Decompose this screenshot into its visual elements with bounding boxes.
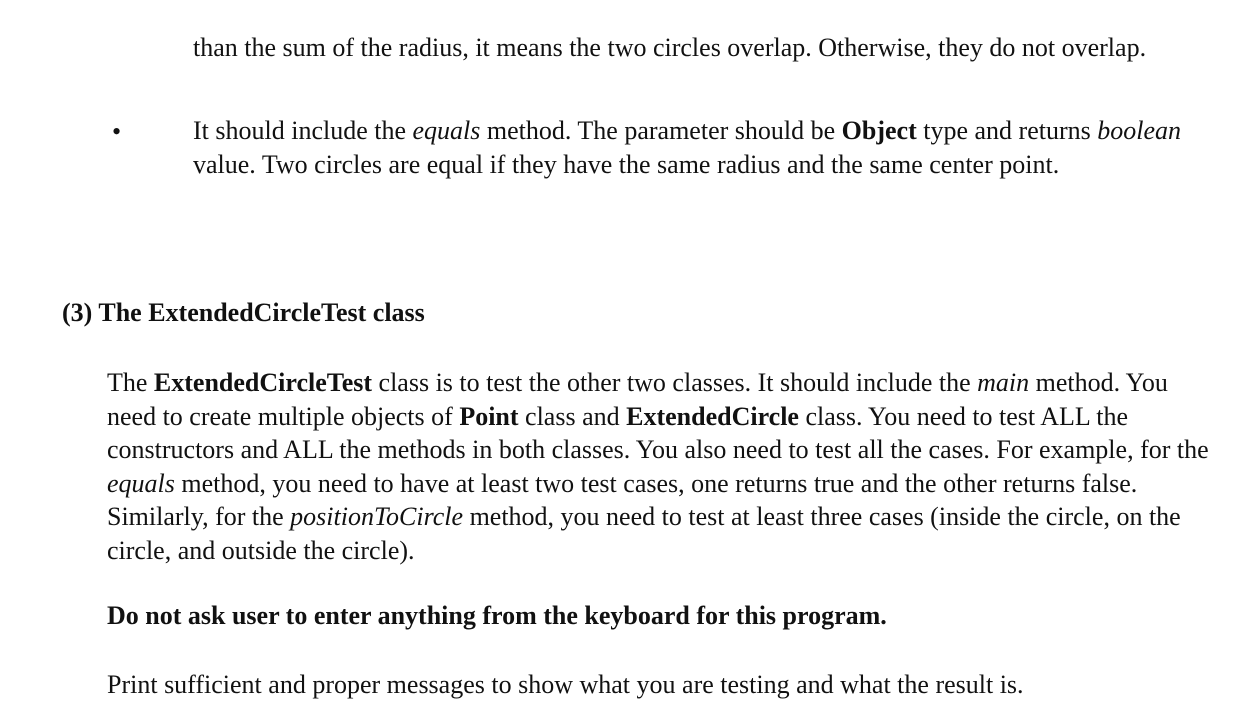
section-body-paragraph xyxy=(107,366,1217,567)
text-run: class is to test the other two classes. It should include the xyxy=(372,368,978,397)
text-run: It should include the xyxy=(193,116,413,145)
text-run: class and xyxy=(518,401,627,431)
section-heading: (3) The ExtendedCircleTest class xyxy=(62,298,425,327)
italic-term-boolean: boolean xyxy=(1097,116,1182,145)
text-run: method, you need to have at least two test cases, one returns true and the other returns false. Similarly, for the xyxy=(107,468,1138,531)
text-run: method. You need to create multiple objects of xyxy=(107,368,1168,431)
italic-term-main: main xyxy=(977,368,1030,397)
italic-term-positiontocircle: positionToCircle xyxy=(290,502,464,531)
bullet-marker: • xyxy=(112,117,122,146)
italic-term-equals: equals xyxy=(412,116,481,145)
warning-paragraph: Do not ask user to enter anything from the keyboard for this program. xyxy=(107,601,887,630)
bold-term-extendedcircletest: ExtendedCircleTest xyxy=(153,368,373,397)
bullet-equals-paragraph xyxy=(193,114,1183,181)
bold-term-object: Object xyxy=(841,116,917,145)
text-run: class. You need to test ALL the constructors and ALL the methods in both classes. You also need to test all the cases. For example, for the xyxy=(107,401,1209,464)
continuation-paragraph: than the sum of the radius, it means the two circles overlap. Otherwise, they do not overlap. xyxy=(193,33,1147,62)
bold-term-point: Point xyxy=(459,401,519,431)
final-instruction-paragraph: Print sufficient and proper messages to show what you are testing and what the result is. xyxy=(107,670,1024,699)
italic-term-equals: equals xyxy=(107,468,175,498)
text-run: The xyxy=(107,368,154,397)
text-run: method. The parameter should be xyxy=(480,116,842,145)
bold-term-extendedcircle: ExtendedCircle xyxy=(626,401,799,431)
text-run: type and returns xyxy=(916,116,1098,145)
text-run: method, you need to test at least three cases (inside the circle, on the circle, and outside the circle). xyxy=(107,502,1181,565)
text-run: value. Two circles are equal if they have the same radius and the same center point. xyxy=(193,149,1060,179)
